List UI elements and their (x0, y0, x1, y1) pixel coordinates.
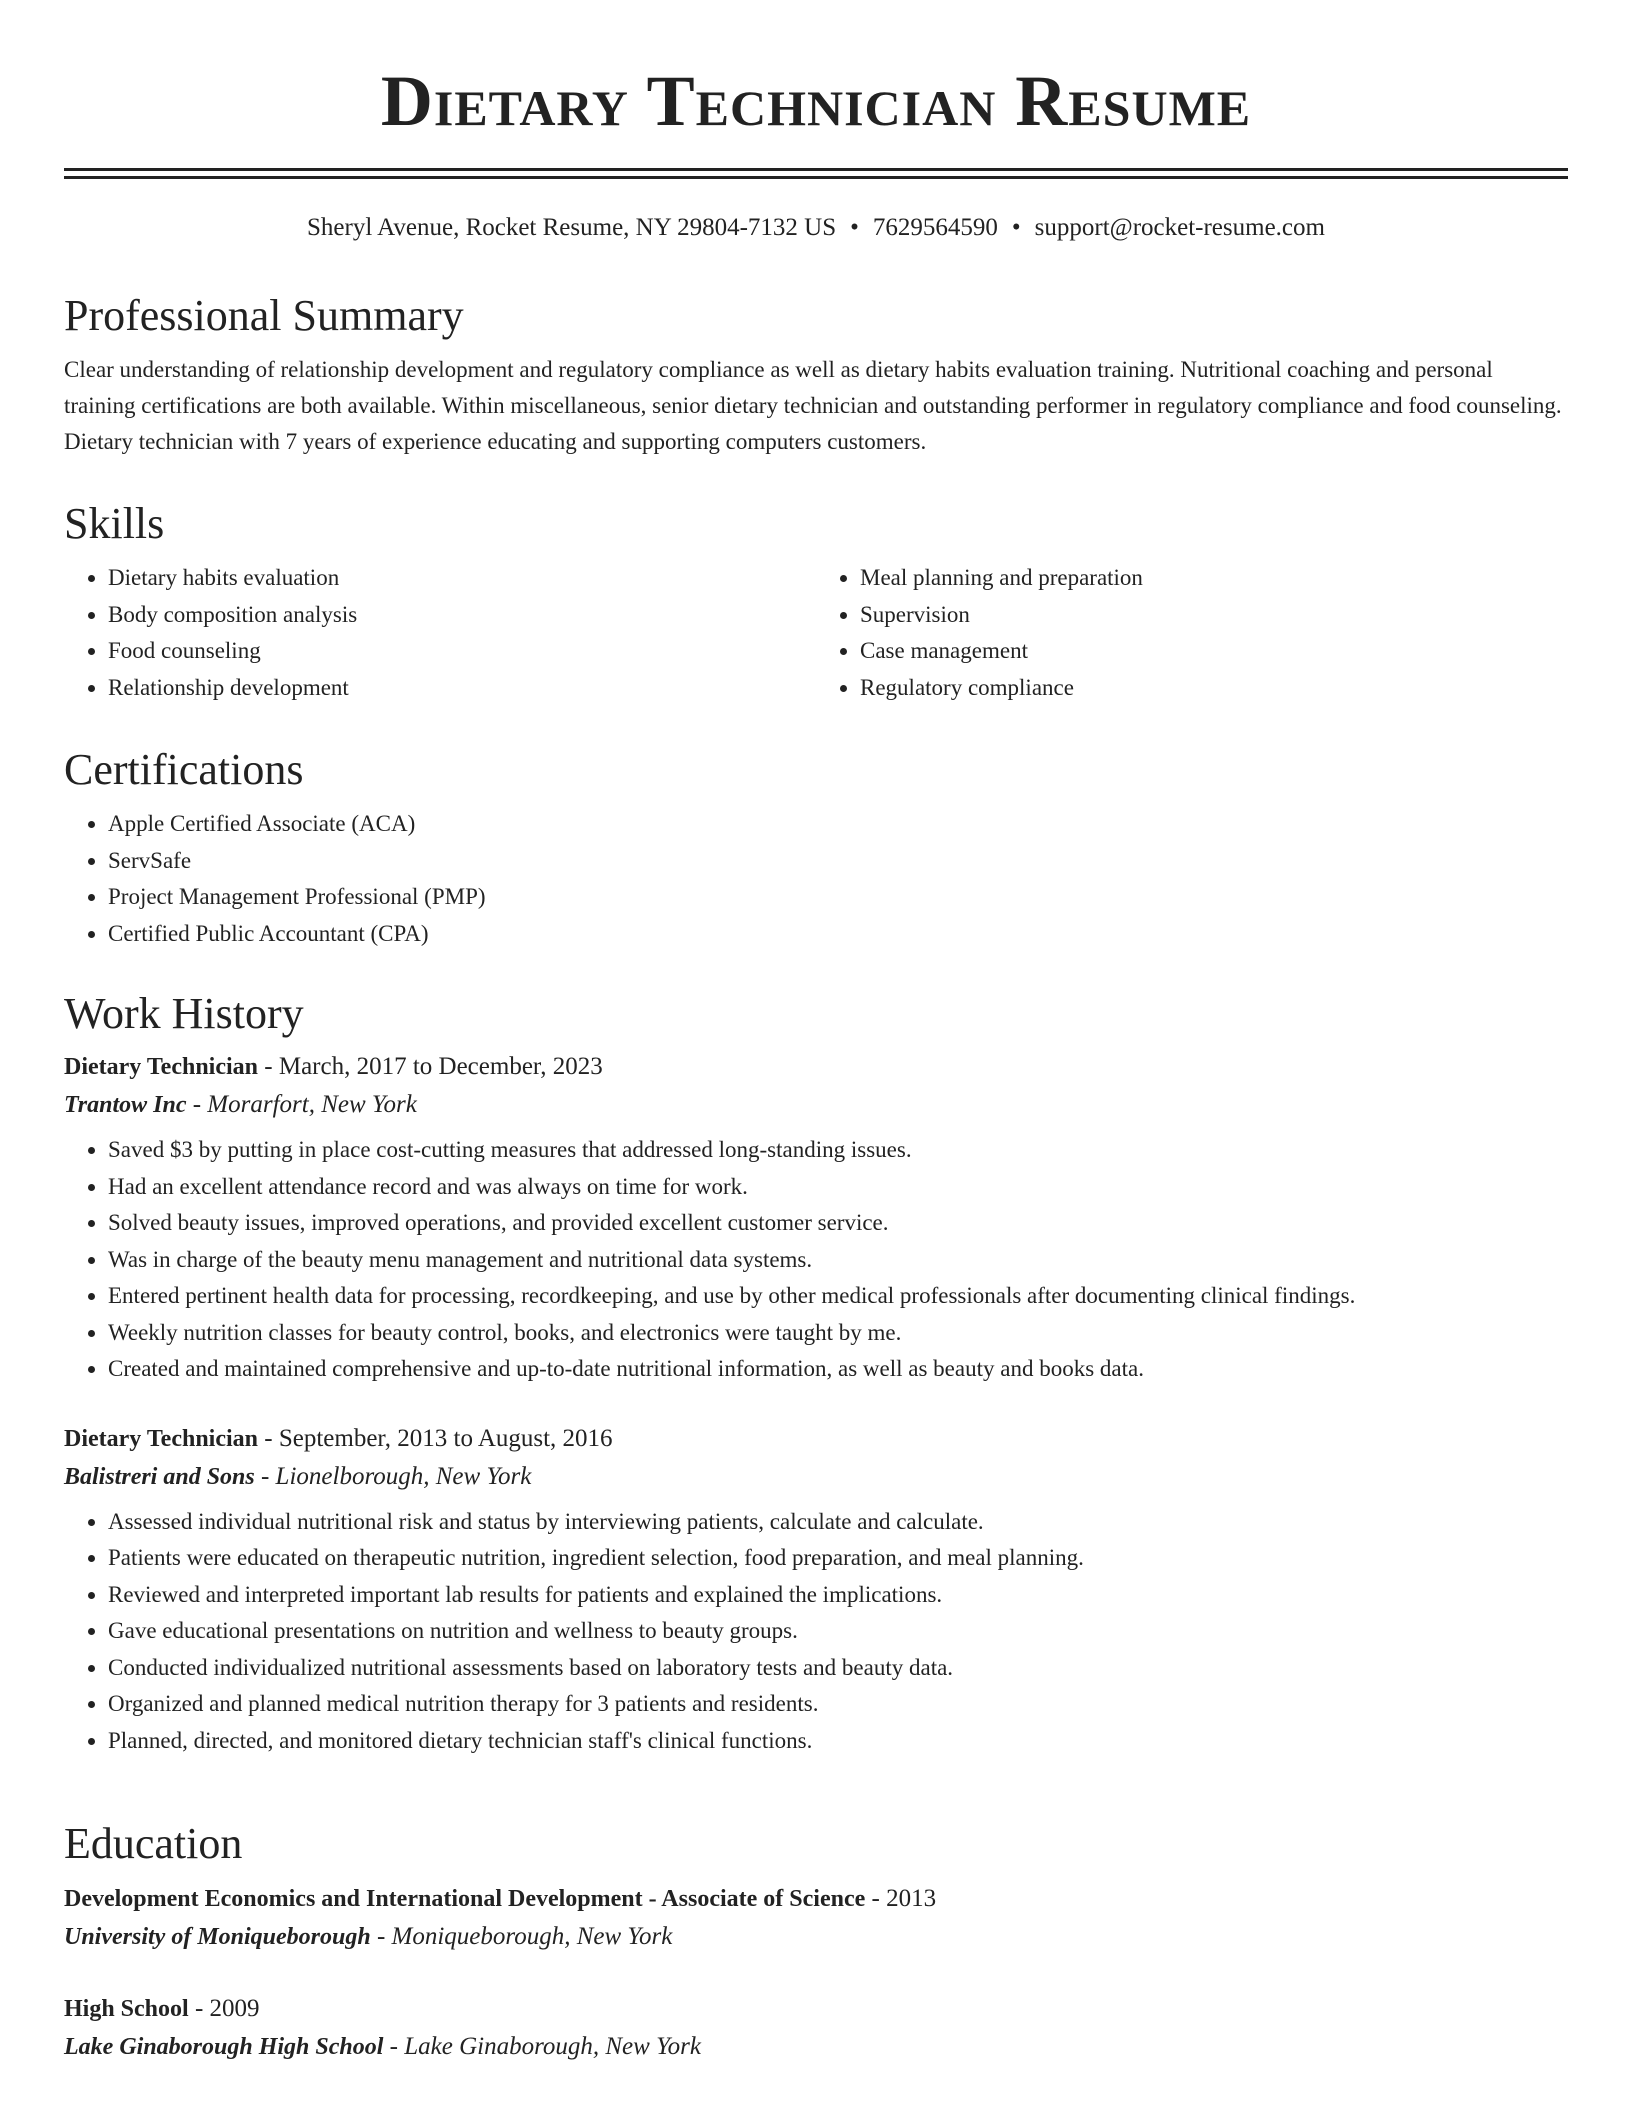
contact-phone: 7629564590 (872, 214, 998, 241)
certification-item: • Certified Public Accountant (CPA) (108, 916, 1568, 953)
certification-item: • ServSafe (108, 843, 1568, 880)
job-entry (64, 1048, 1568, 1388)
skills-grid (64, 560, 1568, 706)
resume-title: Dietary Technician Resume (380, 61, 1252, 141)
job-bullet: • Organized and planned medical nutrition therapy for 3 patients and residents. (108, 1686, 1568, 1723)
skills-section (64, 498, 1568, 706)
school-line (64, 2028, 1568, 2066)
job-bullet: • Conducted individualized nutritional assessments based on laboratory tests and beauty data. (108, 1650, 1568, 1687)
job-bullet: • Assessed individual nutritional risk and status by interviewing patients, calculate and calculate. (108, 1504, 1568, 1541)
job-bullet: • Created and maintained comprehensive and up-to-date nutritional information, as well as beauty and books data. (108, 1351, 1568, 1388)
skills-list-left (64, 560, 816, 706)
certifications-list (64, 806, 1568, 952)
summary-heading: Professional Summary (64, 291, 464, 340)
graduation-year: - 2009 (188, 1995, 260, 2022)
job-bullet: • Saved $3 by putting in place cost-cutting measures that addressed long-standing issues. (108, 1132, 1568, 1169)
skills-list-right (816, 560, 1568, 706)
job-title: Dietary Technician (64, 1425, 259, 1452)
job-title: Dietary Technician (64, 1054, 259, 1080)
skill-item: • Case management (860, 633, 1568, 670)
summary-section (64, 290, 1568, 460)
school-location: - Lake Ginaborough, New York (383, 2033, 702, 2060)
school-name: University of Moniqueborough (64, 1924, 371, 1950)
job-bullet: • Gave educational presentations on nutrition and wellness to beauty groups. (108, 1613, 1568, 1650)
job-bullets (64, 1132, 1568, 1388)
job-title-line (64, 1420, 1568, 1458)
skill-item: • Regulatory compliance (860, 670, 1568, 707)
certification-item: • Project Management Professional (PMP) (108, 879, 1568, 916)
skill-item: • Body composition analysis (108, 597, 816, 634)
degree-line (64, 1880, 1568, 1918)
job-dates: - March, 2017 to December, 2023 (258, 1053, 603, 1080)
skills-heading: Skills (64, 499, 165, 548)
job-bullet: • Patients were educated on therapeutic nutrition, ingredient selection, food preparation, and meal planning. (108, 1540, 1568, 1577)
company-line (64, 1458, 1568, 1496)
job-bullet: • Solved beauty issues, improved operations, and provided excellent customer service. (108, 1205, 1568, 1242)
job-bullet: • Weekly nutrition classes for beauty control, books, and electronics were taught by me. (108, 1315, 1568, 1352)
job-bullet: • Entered pertinent health data for processing, recordkeeping, and use by other medical professionals after documenting clinical findings. (108, 1278, 1568, 1315)
skill-item: • Relationship development (108, 670, 816, 707)
contact-separator: • (1011, 214, 1021, 241)
job-bullets (64, 1504, 1568, 1760)
contact-email: support@rocket-resume.com (1034, 214, 1325, 241)
skill-item: • Supervision (860, 597, 1568, 634)
school-name: Lake Ginaborough High School (64, 2034, 384, 2060)
certification-item: • Apple Certified Associate (ACA) (108, 806, 1568, 843)
title-divider (64, 168, 1568, 179)
job-bullet: • Was in charge of the beauty menu management and nutritional data systems. (108, 1242, 1568, 1279)
job-bullet: • Had an excellent attendance record and was always on time for work. (108, 1169, 1568, 1206)
education-entry (64, 1990, 1568, 2066)
work-history-section (64, 988, 1568, 1759)
contact-line (64, 213, 1568, 243)
job-dates: - September, 2013 to August, 2016 (258, 1424, 613, 1452)
company-name: Trantow Inc (64, 1092, 187, 1118)
company-location: - Lionelborough, New York (254, 1462, 532, 1490)
graduation-year: - 2013 (865, 1885, 937, 1912)
summary-text: Clear understanding of relationship development and regulatory compliance as well as dietary habits evaluation training. Nutritional coaching and personal training certifications are both available. Within miscellaneous, senior dietary technician and outstanding performer in regulatory compliance and food counseling. Dietary technician with 7 years of experience educating and supporting computers customers. (64, 357, 1562, 454)
contact-address: Sheryl Avenue, Rocket Resume, NY 29804-7132 US (307, 214, 837, 241)
degree: Development Economics and International Development - Associate of Science (64, 1886, 866, 1912)
job-bullet: • Planned, directed, and monitored dietary technician staff's clinical functions. (108, 1723, 1568, 1760)
company-location: - Morarfort, New York (186, 1091, 417, 1118)
job-bullet: • Reviewed and interpreted important lab results for patients and explained the implications. (108, 1577, 1568, 1614)
skill-item: • Meal planning and preparation (860, 560, 1568, 597)
company-name: Balistreri and Sons (64, 1463, 255, 1490)
school-line (64, 1918, 1568, 1956)
education-heading: Education (64, 1819, 243, 1868)
degree: High School (64, 1996, 189, 2022)
contact-separator: • (850, 214, 859, 241)
job-title-line (64, 1048, 1568, 1086)
work-history-heading: Work History (64, 989, 304, 1038)
education-entry (64, 1880, 1568, 1956)
school-location: - Moniqueborough, New York (370, 1923, 673, 1950)
degree-line (64, 1990, 1568, 2028)
skill-item: • Dietary habits evaluation (108, 560, 816, 597)
certifications-heading: Certifications (64, 745, 304, 794)
skill-item: • Food counseling (108, 633, 816, 670)
education-section (64, 1818, 1568, 2066)
certifications-section (64, 744, 1568, 952)
company-line (64, 1086, 1568, 1124)
job-entry (64, 1420, 1568, 1760)
